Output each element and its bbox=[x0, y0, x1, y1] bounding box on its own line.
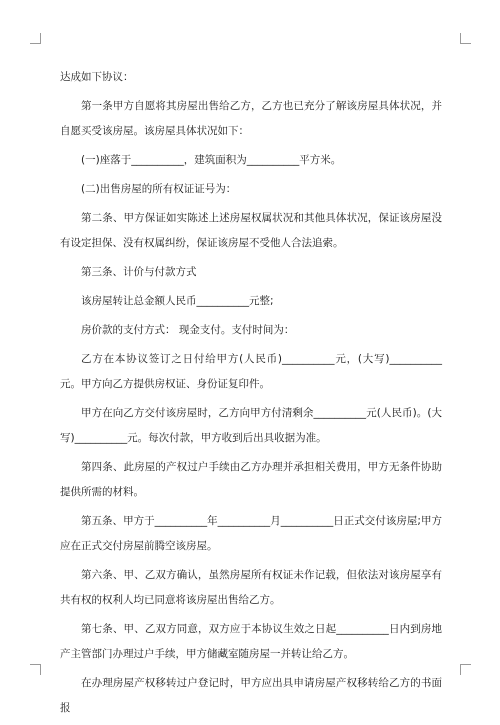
paragraph-intro: 达成如下协议： bbox=[60, 71, 134, 83]
crop-mark-bottom-right bbox=[460, 664, 471, 675]
paragraph-article-1: 第一条甲方自愿将其房屋出售给乙方，乙方也已充分了解该房屋具体状况，并自愿买受该房屋。该房屋具体状况如下： bbox=[60, 100, 442, 137]
paragraph-final-payment: 甲方在向乙方交付该房屋时，乙方向甲方付清剩余__________元(人民币)。(大写)__________元。每次付款，甲方收到后出具收据为准。 bbox=[60, 407, 442, 444]
paragraph-article-2: 第二条、甲方保证如实陈述上述房屋权属状况和其他具体状况，保证该房屋没有设定担保、没有权属纠纷，保证该房屋不受他人合法追索。 bbox=[60, 212, 442, 249]
paragraph-article-3: 第三条、计价与付款方式 bbox=[81, 266, 197, 278]
paragraph-certificate: (二)出售房屋的所有权证证号为： bbox=[81, 183, 237, 195]
crop-mark-top-left bbox=[30, 33, 41, 44]
paragraph-transfer-registration: 在办理房屋产权移转过户登记时，甲方应出具申请房屋产权移转给乙方的书面报 bbox=[60, 677, 442, 714]
paragraph-article-7: 第七条、甲、乙双方同意，双方应于本协议生效之日起__________日内到房地产主管部门办理过户手续，甲方储藏室随房屋一并转让给乙方。 bbox=[60, 623, 442, 660]
paragraph-total-amount: 该房屋转让总金额人民币__________元整; bbox=[81, 295, 274, 307]
document-body bbox=[60, 65, 442, 725]
crop-mark-top-right bbox=[460, 33, 471, 44]
paragraph-article-5: 第五条、甲方于__________年__________月__________日正式交付该房屋;甲方应在正式交付房屋前腾空该房屋。 bbox=[60, 515, 442, 552]
paragraph-location: (一)座落于__________，建筑面积为__________平方米。 bbox=[81, 154, 342, 166]
paragraph-article-4: 第四条、此房屋的产权过户手续由乙方办理并承担相关费用，甲方无条件协助提供所需的材料。 bbox=[60, 461, 442, 498]
paragraph-first-payment: 乙方在本协议签订之日付给甲方(人民币)__________元，(大写)__________元。甲方向乙方提供房权证、身份证复印件。 bbox=[60, 353, 442, 390]
paragraph-article-6: 第六条、甲、乙双方确认，虽然房屋所有权证未作记载，但依法对该房屋享有共有权的权利人均已同意将该房屋出售给乙方。 bbox=[60, 569, 442, 606]
crop-mark-bottom-left bbox=[30, 664, 41, 675]
paragraph-payment-method: 房价款的支付方式： 现金支付。支付时间为： bbox=[81, 324, 295, 336]
